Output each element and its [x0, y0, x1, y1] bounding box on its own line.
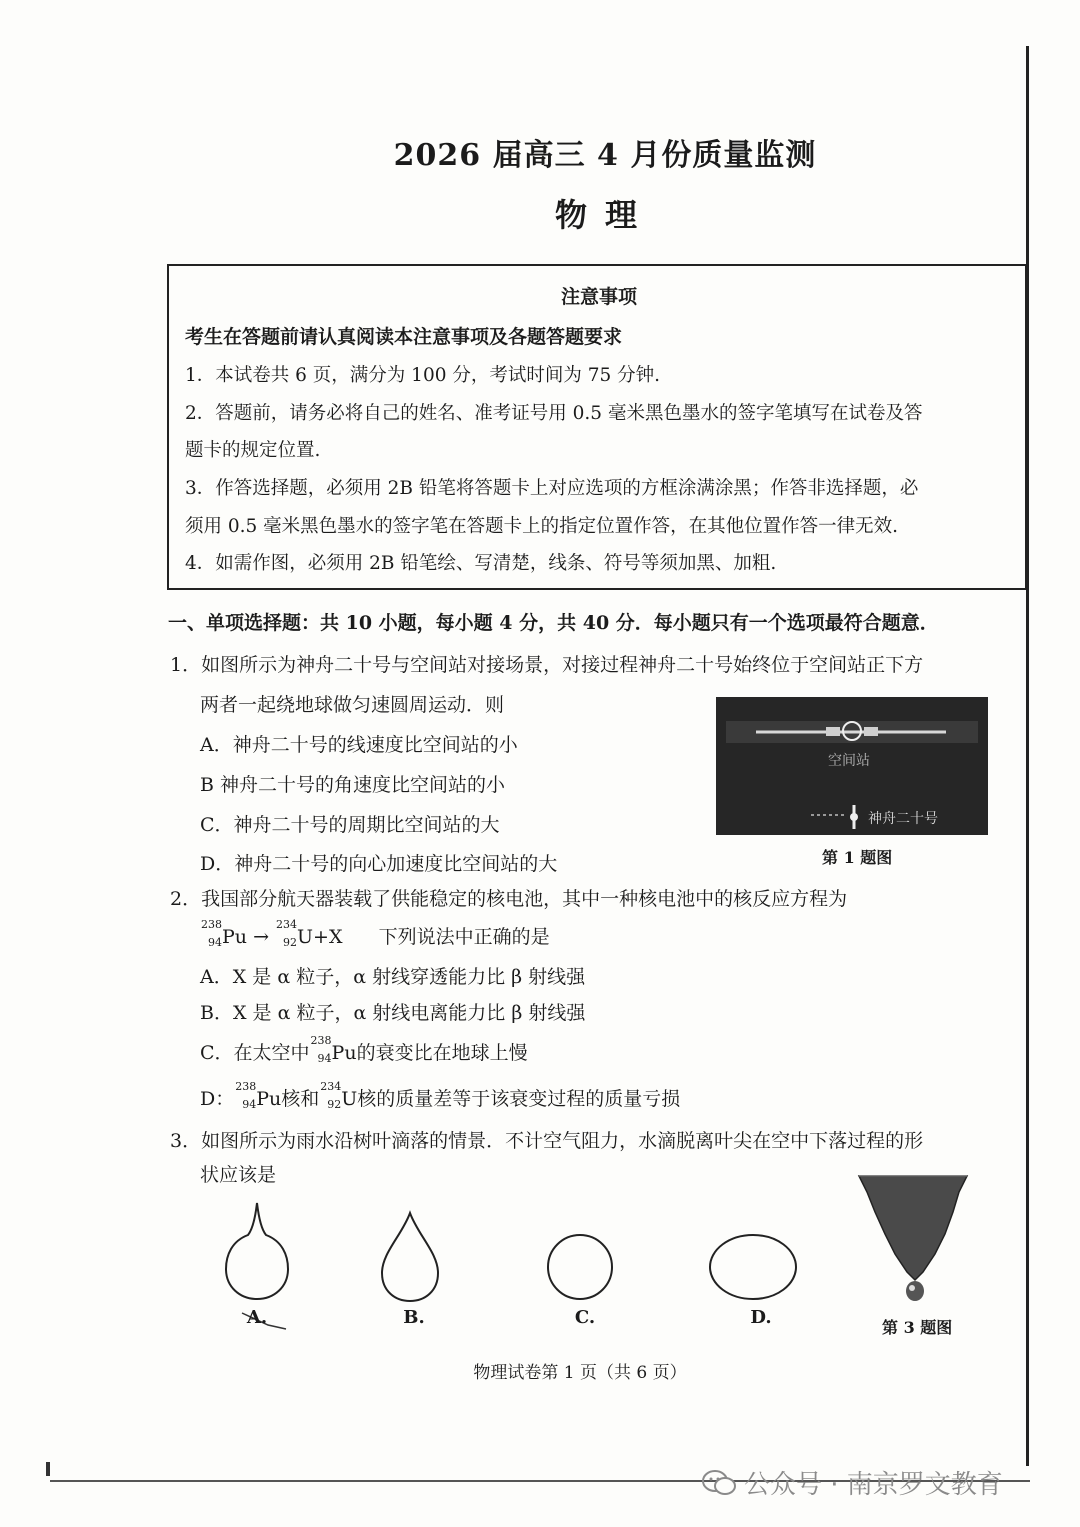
watermark — [702, 1464, 1003, 1501]
notice-line: 1．本试卷共 6 页，满分为 100 分，考试时间为 75 分钟. — [185, 365, 661, 386]
q1-figure-station-label: 空间站 — [828, 753, 870, 769]
scan-mark — [46, 1462, 50, 1476]
pu-mass-number: 238 — [201, 918, 222, 931]
notice-line: 4．如需作图，必须用 2B 铅笔绘、写清楚，线条、符号等须加黑、加粗. — [185, 553, 777, 574]
section-heading: 一、单项选择题：共 10 小题，每小题 4 分，共 40 分．每小题只有一个选项最符合题意． — [168, 612, 939, 634]
drop-shape-c — [548, 1235, 612, 1299]
notice-heading: 注意事项 — [560, 286, 637, 308]
pu-charge-number: 94 — [317, 1052, 332, 1065]
u-mass-number: 234 — [320, 1080, 342, 1093]
q2-option-b: B．X 是 α 粒子，α 射线电离能力比 β 射线强 — [200, 1002, 586, 1024]
u-plus-x: U+X — [297, 926, 343, 948]
u234-nuclide-numbers — [275, 918, 298, 949]
q2-option-c-pre: C．在太空中 — [200, 1042, 310, 1064]
q1-stem-line1: 1．如图所示为神舟二十号与空间站对接场景，对接过程神舟二十号始终位于空间站正下方 — [170, 654, 924, 676]
q3-stem-line2: 状应该是 — [200, 1164, 277, 1186]
notice-line: 2．答题前，请务必将自己的姓名、准考证号用 0.5 毫米黑色墨水的签字笔填写在试卷及答 — [185, 403, 923, 424]
q3-figure-caption: 第 3 题图 — [882, 1318, 953, 1337]
u234-nuclide-numbers — [319, 1080, 342, 1111]
page-footer: 物理试卷第 1 页（共 6 页） — [473, 1363, 687, 1383]
q2-option-d-post: 核的质量差等于该衰变过程的质量亏损 — [357, 1088, 681, 1110]
notice-line: 题卡的规定位置. — [185, 440, 321, 461]
pu-charge-number: 94 — [242, 1098, 257, 1111]
leaf-shape — [859, 1176, 967, 1280]
q1-figure-craft-label: 神舟二十号 — [868, 811, 938, 827]
drop-shape-b — [382, 1213, 438, 1301]
notice-line: 3．作答选择题，必须用 2B 铅笔将答题卡上对应选项的方框涂满涂黑；作答非选择题，必 — [185, 478, 919, 499]
drop-shape-a — [226, 1203, 288, 1299]
pu238-nuclide-numbers — [310, 1034, 332, 1065]
watermark-text: 公众号 · 南京罗文教育 — [744, 1470, 1003, 1500]
q2-stem-line1: 2．我国部分航天器装载了供能稳定的核电池，其中一种核电池中的核反应方程为 — [170, 888, 848, 910]
docking-scene-image — [716, 697, 988, 835]
q2-option-d: D： 238 94 Pu核和 234 92 U核的质量差等于该衰变过程的质量亏损 — [200, 1080, 681, 1111]
pu-mass-number: 238 — [235, 1080, 257, 1093]
u-charge-number: 92 — [283, 936, 298, 949]
pu238-nuclide-numbers — [200, 918, 222, 949]
q2-option-c-post: 的衰变比在地球上慢 — [356, 1042, 528, 1064]
notice-box — [167, 264, 1027, 590]
q2-option-a: A．X 是 α 粒子，α 射线穿透能力比 β 射线强 — [200, 966, 586, 988]
q2-option-d-pre: D： — [200, 1088, 235, 1110]
q3-drop-shapes — [210, 1195, 810, 1345]
q2-option-d-mid: 核和 — [281, 1088, 320, 1110]
drop-shape-d — [710, 1235, 796, 1299]
wechat-icon — [702, 1469, 736, 1497]
drop-label-a: A. — [246, 1307, 268, 1328]
q1-option-c: C．神舟二十号的周期比空间站的大 — [200, 814, 500, 836]
pu-symbol: Pu — [331, 1042, 357, 1064]
notice-intro: 考生在答题前请认真阅读本注意事项及各题答题要求 — [185, 326, 623, 348]
q1-figure-photo — [716, 697, 988, 835]
exam-subject: 物理 — [554, 196, 655, 234]
reaction-arrow: → — [253, 926, 269, 948]
pu238-nuclide-numbers — [234, 1080, 257, 1111]
u-charge-number: 92 — [327, 1098, 342, 1111]
q3-stem-line1: 3．如图所示为雨水沿树叶滴落的情景．不计空气阻力，水滴脱离叶尖在空中下落过程的形 — [170, 1130, 924, 1152]
drop-label-b: B. — [403, 1307, 425, 1328]
u-mass-number: 234 — [276, 918, 298, 931]
drop-label-c: C. — [574, 1307, 596, 1328]
q2-equation — [200, 918, 550, 949]
q3-leaf-figure — [855, 1172, 975, 1312]
q1-figure-caption: 第 1 题图 — [822, 848, 893, 867]
notice-line: 须用 0.5 毫米黑色墨水的签字笔在答题卡上的指定位置作答，在其他位置作答一律无效. — [185, 516, 899, 537]
pu-symbol: Pu — [222, 926, 248, 948]
q2-option-c — [200, 1034, 528, 1065]
water-drop-icon — [906, 1281, 924, 1301]
pu-symbol: Pu — [256, 1088, 282, 1110]
drop-label-d: D. — [750, 1307, 772, 1328]
exam-title: 2026 届高三 4 月份质量监测 — [393, 138, 817, 173]
q1-option-a: A．神舟二十号的线速度比空间站的小 — [200, 734, 518, 756]
pu-charge-number: 94 — [208, 936, 222, 949]
pu-mass-number: 238 — [310, 1034, 332, 1047]
q1-option-b: B 神舟二十号的角速度比空间站的小 — [200, 774, 506, 796]
q2-question-tail: 下列说法中正确的是 — [378, 926, 550, 948]
q1-option-d: D．神舟二十号的向心加速度比空间站的大 — [200, 853, 558, 875]
page-edge-right — [1026, 46, 1029, 1466]
q1-stem-line2: 两者一起绕地球做匀速圆周运动．则 — [200, 694, 505, 716]
